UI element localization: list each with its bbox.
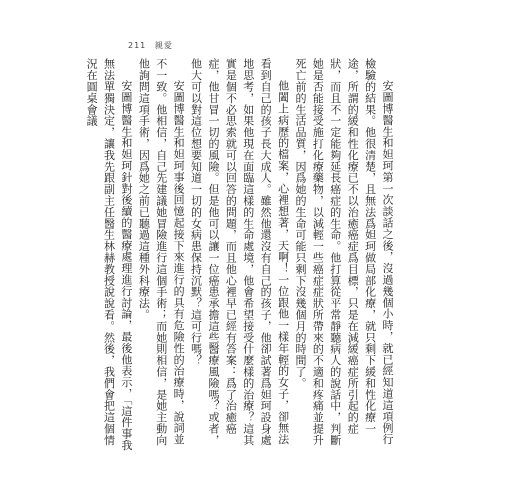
running-title: 親愛 [154, 41, 173, 50]
paragraph: 安圖博醫生和妲珂第一次談話之後，沒過幾個小時，就已經知道這項例行檢驗的結果。他很清楚，且無法爲妲珂做局部化療，就只剩下緩和性化療一途，所謂的緩和性化療已不以治癒癌症爲目標，只是在減緩癌症所引起的症狀，而且不一定能夠延長癌症的生命。他打算從平常靜聽病人的說話中，判斷她是否能接受施打化療藥物，以減輕一些癌症症狀所帶來的不適和疼痛並提升死亡前的生活品質，因爲她的生命可能只剩下沒幾個月的時間了。 [293, 58, 394, 446]
page-header [128, 40, 178, 51]
body-text [85, 58, 396, 453]
paragraph: 安圖博醫生和妲珂事後回憶起接下來進行的具有危險性的治療時，說詞並不一致。他相信，自己先建議她冒險進行這個手術；而她則相信，是她主動向他詢問這項手術，因爲她之前已聽過這種外科療法。 [137, 58, 186, 446]
page-number: 211 [128, 41, 147, 50]
paragraph: 安圖博醫生和妲珂針對後續的醫療處理進行討論，最後他表示，「這件事我無法單獨決定，讓我先跟副主任醫生林赫教授說說看。然後，我們會把這個情況在圓桌會議 [85, 58, 133, 451]
paragraph: 他闔上病歷的檔案，心裡想著，天啊！一位跟他一樣年輕的女子，卻無法看到自己的孩子長大成人。雖然他還沒有自己的孩子，他卻試著爲妲珂設身處地思考，如果他現在面臨這樣的生命處境，他會希望接受什麼樣的治療？這其實是個不必思索就可以回答的問題，而且他心裡早已經有答案：爲了治癒癌症，他甘冒一切的風險。但是他可以讓一位癌患承擔這些醫療風險嗎？或者，他大可以對這位想要知道一切的女病患保持沉默？這可行嗎？ [189, 58, 290, 446]
